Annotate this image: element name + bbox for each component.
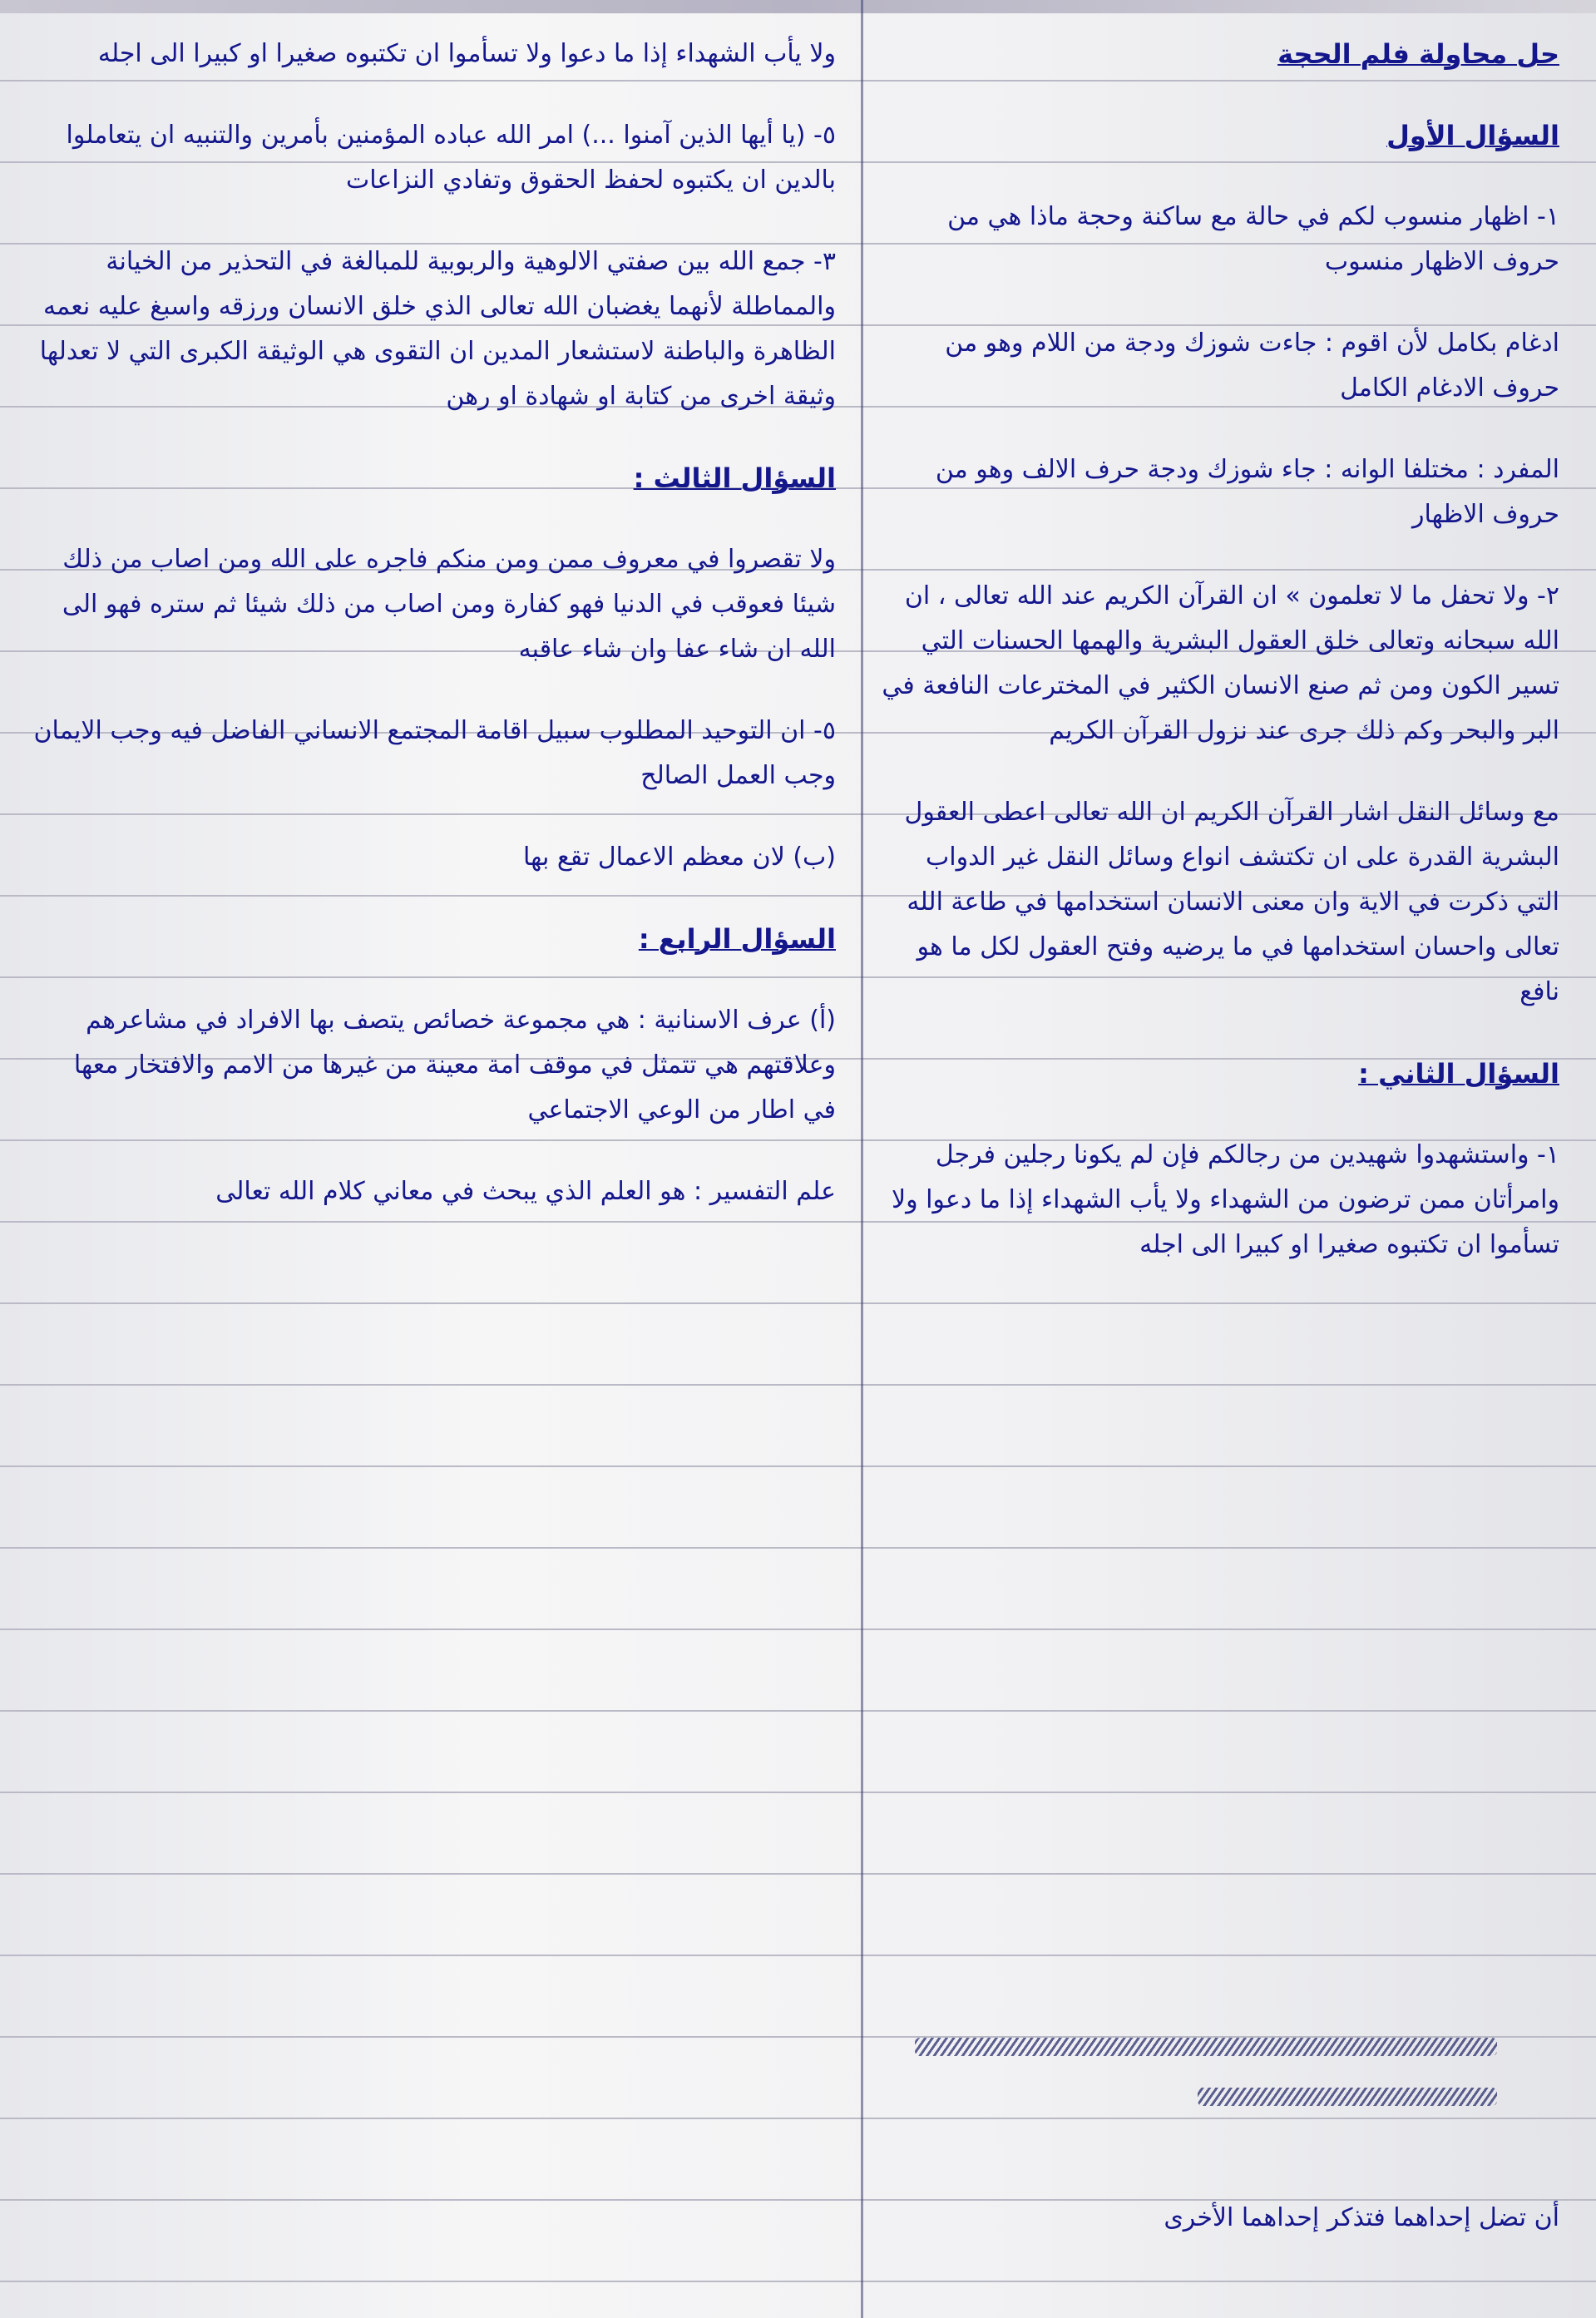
answer-paragraph: المفرد : مختلفا الوانه : جاء شوزك ودجة حرف الالف وهو من حروف الاظهار <box>927 455 1559 529</box>
answer-paragraph: ادغام بكامل لأن اقوم : جاءت شوزك ودجة من اللام وهو من حروف الادغام الكامل <box>936 329 1559 403</box>
right-column-footer <box>882 2196 1559 2277</box>
scribble-stroke <box>915 2038 1497 2056</box>
scribble-stroke <box>1198 2088 1497 2106</box>
answer-paragraph: علم التفسير : هو العلم الذي يبحث في معاني كلام الله تعالى <box>215 1177 836 1206</box>
page-top-edge <box>0 0 1596 13</box>
page-title: حل محاولة فلم الحجة <box>1277 38 1559 70</box>
answer-paragraph: ١- اظهار منسوب لكم في حالة مع ساكنة وحجة ماذا هي من حروف الاظهار منسوب <box>939 202 1559 276</box>
left-column <box>25 32 836 1251</box>
answer-paragraph: ولا تقصروا في معروف ممن ومن منكم فاجره على الله ومن اصاب من ذلك شيئا فعوقب في الدنيا فهو كفارة ومن اصاب من ذلك شيئا ثم ستره فهو الى الله ان شاء عفا وان شاء عاقبه <box>54 545 836 664</box>
answer-paragraph: (ب) لان معظم الاعمال تقع بها <box>522 843 836 872</box>
answer-paragraph: ٥- (يا أيها الذين آمنوا ...) امر الله عباده المؤمنين بأمرين والتنبيه ان يتعاملوا بالدين ان يكتبوه لحفظ الحقوق وتفادي النزاعات <box>57 121 836 195</box>
question-heading: السؤال الأول <box>1386 120 1559 151</box>
question-heading: السؤال الثاني : <box>1358 1058 1559 1090</box>
answer-paragraph: أن تضل إحداهما فتذكر إحداهما الأخرى <box>1164 2203 1559 2232</box>
question-heading: السؤال الثالث : <box>633 462 836 494</box>
right-column <box>873 32 1559 1304</box>
column-divider <box>861 0 863 2318</box>
answer-paragraph: ٥- ان التوحيد المطلوب سبيل اقامة المجتمع الانساني الفاضل فيه وجب الايمان وجب العمل الصالح <box>25 716 836 790</box>
answer-paragraph: ولا يأب الشهداء إذا ما دعوا ولا تسأموا ان تكتبوه صغيرا او كبيرا الى اجله <box>97 39 836 68</box>
answer-paragraph: (أ) عرف الاسنانية : هي مجموعة خصائص يتصف بها الافراد في مشاعرهم وعلاقتهم هي تتمثل في موقف امة معينة من غيرها من الامم والافتخار معها في اطار من الوعي الاجتماعي <box>66 1006 836 1124</box>
question-heading: السؤال الرابع : <box>638 923 836 955</box>
answer-paragraph: ٣- جمع الله بين صفتي الالوهية والربوبية للمبالغة في التحذير من الخيانة والمماطلة لأنهما يغضبان الله تعالى الذي خلق الانسان ورزقه واسبغ عليه نعمه الظاهرة والباطنة لاستشعار المدين ان التقوى هي الوثيقة الكبرى التي لا تعدلها وثيقة اخرى من كتابة او شهادة او رهن <box>32 247 836 411</box>
answer-paragraph: مع وسائل النقل اشار القرآن الكريم ان الله تعالى اعطى العقول البشرية القدرة على ان تكتشف انواع وسائل النقل غير الدواب التي ذكرت في الاية وان معنى الانسان استخدامها في طاعة الله تعالى واحسان استخدامها في ما يرضيه وفتح العقول لكل ما هو نافع <box>896 798 1559 1006</box>
crossed-out-text <box>882 2029 1514 2154</box>
answer-paragraph: ٢- ولا تحفل ما لا تعلمون » ان القرآن الكريم عند الله تعالى ، ان الله سبحانه وتعالى خلق العقول البشرية والهمها الحسنات التي تسير الكون ومن ثم صنع الانسان الكثير في المخترعات النافعة في البر والبحر وكم ذلك جرى عند نزول القرآن الكريم <box>873 581 1559 745</box>
answer-paragraph: ١- واستشهدوا شهيدين من رجالكم فإن لم يكونا رجلين فرجل وامرأتان ممن ترضون من الشهداء ولا يأب الشهداء إذا ما دعوا ولا تسأموا ان تكتبوه صغيرا او كبيرا الى اجله <box>883 1140 1559 1259</box>
